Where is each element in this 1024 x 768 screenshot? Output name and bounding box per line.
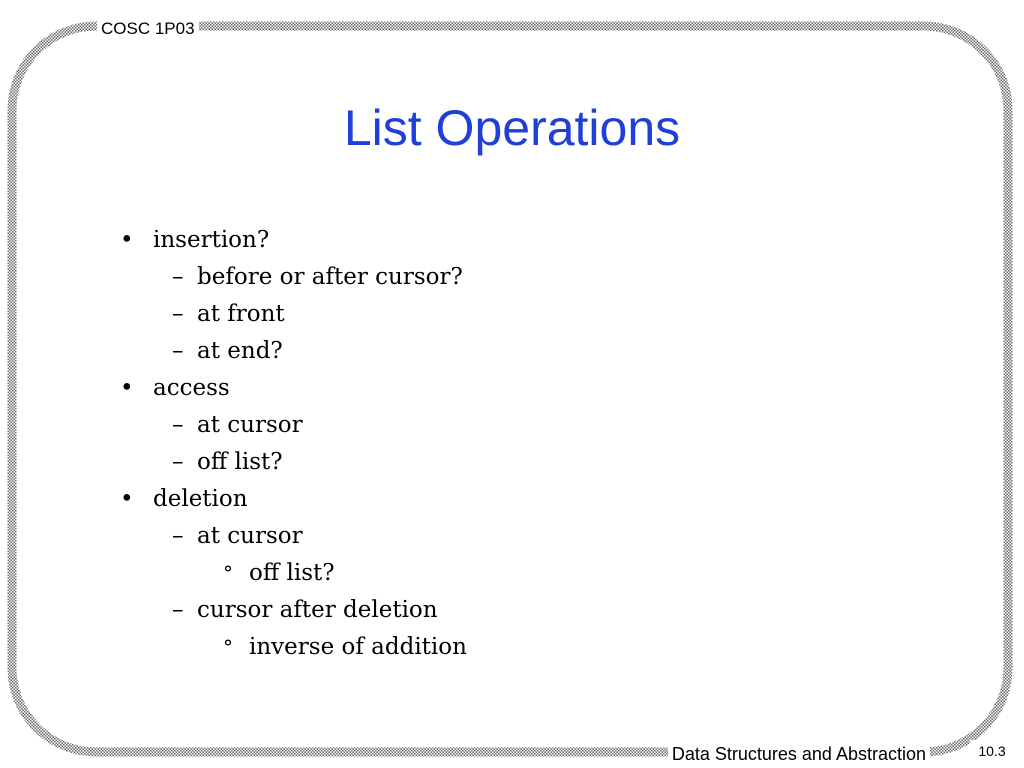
dash-marker: – — [172, 338, 184, 364]
dash-marker: – — [172, 412, 184, 438]
dash-marker: – — [172, 597, 184, 623]
list-item-text: at front — [197, 301, 285, 327]
list-item-text: at cursor — [197, 523, 303, 549]
list-item-text: deletion — [153, 486, 248, 512]
list-item-text: access — [153, 375, 230, 401]
list-item-text: at end? — [197, 338, 283, 364]
bullet-marker: • — [120, 227, 134, 253]
list-item-text: cursor after deletion — [197, 597, 438, 623]
list-item-text: inverse of addition — [249, 634, 467, 660]
list-item-text: at cursor — [197, 412, 303, 438]
list-item-text: off list? — [249, 560, 335, 586]
course-label: COSC 1P03 — [97, 18, 199, 40]
list-item-text: off list? — [197, 449, 283, 475]
page-number: 10.3 — [970, 740, 1014, 762]
list-item-text: insertion? — [153, 227, 270, 253]
circle-marker: ° — [223, 561, 233, 585]
dash-marker: – — [172, 301, 184, 327]
footer-subject: Data Structures and Abstraction — [668, 742, 930, 766]
list-item-text: before or after cursor? — [197, 264, 463, 290]
bullet-marker: • — [120, 375, 134, 401]
dash-marker: – — [172, 523, 184, 549]
dash-marker: – — [172, 264, 184, 290]
slide-title: List Operations — [343, 100, 681, 156]
circle-marker: ° — [223, 635, 233, 659]
dash-marker: – — [172, 449, 184, 475]
bullet-marker: • — [120, 486, 134, 512]
